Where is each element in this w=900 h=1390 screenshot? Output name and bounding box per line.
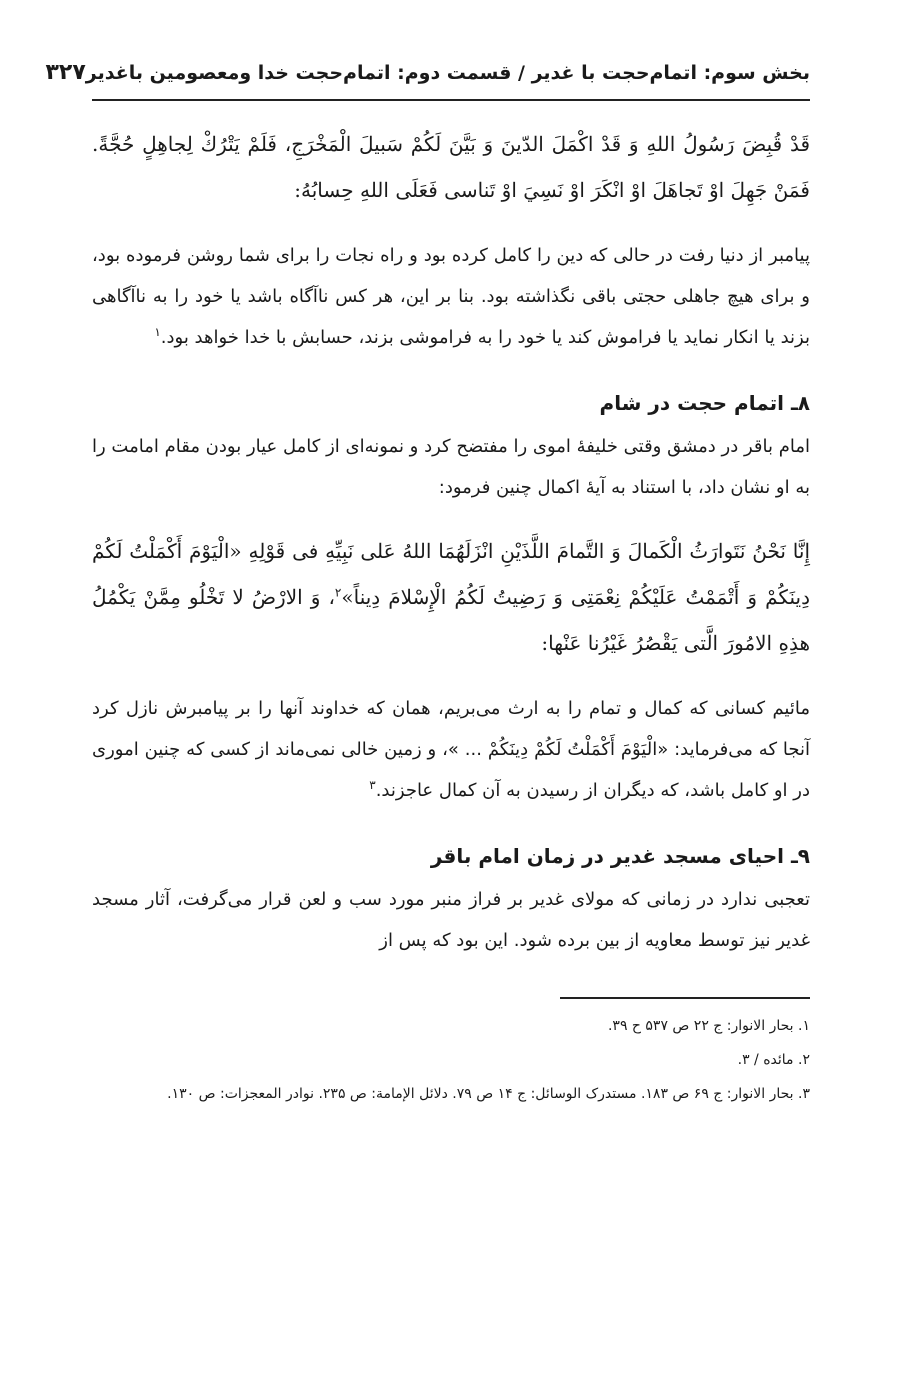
page-number: ۳۲۷ bbox=[45, 60, 86, 85]
persian-paragraph-3-text: مائیم کسانی که کمال و تمام را به ارث می‌بریم، همان که خداوند آنها را بر پیامبرش نازل کرد آنجا که می‌فرماید: «الْيَوْمَ أَكْمَلْتُ لَكُمْ دِينَكُمْ ... »، و زمین خالی نمی‌ماند از کسی که چنین اموری در او کامل باشد، که دیگران از رسیدن به آن کمال عاجزند. bbox=[92, 698, 810, 801]
footnote-ref-3[interactable]: ۳ bbox=[369, 778, 376, 792]
footnotes bbox=[92, 1009, 810, 1111]
section-heading-9: ۹ـ احیای مسجد غدیر در زمان امام باقر bbox=[430, 844, 810, 868]
footnote-ref-2[interactable]: ۲ bbox=[334, 585, 342, 600]
arabic-quote-2-part-a: إِنَّا نَحْنُ نَتَوارَثُ الْكَمالَ وَ التَّمامَ اللَّذَيْنِ انْزَلَهُمَا اللهُ عَلى نَبِيِّهِ فى قَوْلِهِ «الْيَوْمَ أَكْمَلْتُ لَكُمْ دِينَكُمْ وَ أَتْمَمْتُ عَلَيْكُمْ نِعْمَتِى وَ رَضِيتُ لَكُمُ الْإِسْلامَ دِيناً» bbox=[92, 539, 810, 609]
arabic-quote-2 bbox=[92, 528, 810, 666]
footnote-separator bbox=[560, 997, 810, 999]
footnote-3: ۳. بحار الانوار: ج ۶۹ ص ۱۸۳. مستدرک الوسائل: ج ۱۴ ص ۷۹. دلائل الإمامة: ص ۲۳۵. نوادر المعجزات: ص ۱۳۰. bbox=[167, 1086, 810, 1102]
book-page bbox=[45, 60, 810, 1111]
footnote-1: ۱. بحار الانوار: ج ۲۲ ص ۵۳۷ ح ۳۹. bbox=[607, 1018, 810, 1034]
footnote-ref-1[interactable]: ۱ bbox=[154, 325, 161, 339]
footnote-2: ۲. مائده / ۳. bbox=[737, 1052, 810, 1068]
running-title: بخش سوم: اتمام‌حجت با غدیر / قسمت دوم: اتمام‌حجت خدا ومعصومین باغدیر bbox=[85, 62, 810, 84]
persian-paragraph-2: امام باقر در دمشق وقتی خلیفهٔ اموی را مفتضح کرد و نمونه‌ای از کامل عیار بودن مقام امامت را به او نشان داد، با استناد به آیهٔ اکمال چنین فرمود: bbox=[92, 436, 810, 498]
section-heading-8: ۸ـ اتمام حجت در شام bbox=[599, 391, 810, 415]
persian-paragraph-4: تعجبی ندارد در زمانی که مولای غدیر بر فراز منبر مورد سب و لعن قرار می‌گرفت، آثار مسجد غدیر نیز توسط معاویه از بین برده شود. این بود که پس از bbox=[92, 889, 810, 951]
persian-paragraph-1-text: پیامبر از دنیا رفت در حالی که دین را کامل کرده بود و راه نجات را برای شما روشن فرموده بود، و برای هیچ جاهلی حجتی باقی نگذاشته بود. بنا بر این، هر کس ناآگاه باشد یا خود را به ناآگاهی بزند یا انکار نماید یا فراموش کند یا خود را به فراموشی بزند، حسابش با خدا خواهد بود. bbox=[92, 245, 810, 348]
persian-paragraph-3 bbox=[92, 688, 810, 811]
arabic-quote-1: قَدْ قُبِضَ رَسُولُ اللهِ وَ قَدْ اكْمَلَ الدّينَ وَ بَيَّنَ لَكُمْ سَبيلَ الْمَخْرَجِ، فَلَمْ يَتْرُكْ لِجاهِلٍ حُجَّةً. فَمَنْ جَهِلَ اوْ تَجاهَلَ اوْ انْكَرَ اوْ نَسِيَ اوْ تَناسى فَعَلَى اللهِ حِسابُهُ: bbox=[92, 132, 810, 202]
running-header bbox=[45, 60, 810, 101]
arabic-quote-2-part-b: ، وَ الارْضُ لا تَخْلُو مِمَّنْ يَكْمُلُ هذِهِ الامُورَ الَّتى يَقْصُرُ غَيْرُنا عَنْها: bbox=[92, 585, 810, 655]
persian-paragraph-1 bbox=[92, 235, 810, 358]
